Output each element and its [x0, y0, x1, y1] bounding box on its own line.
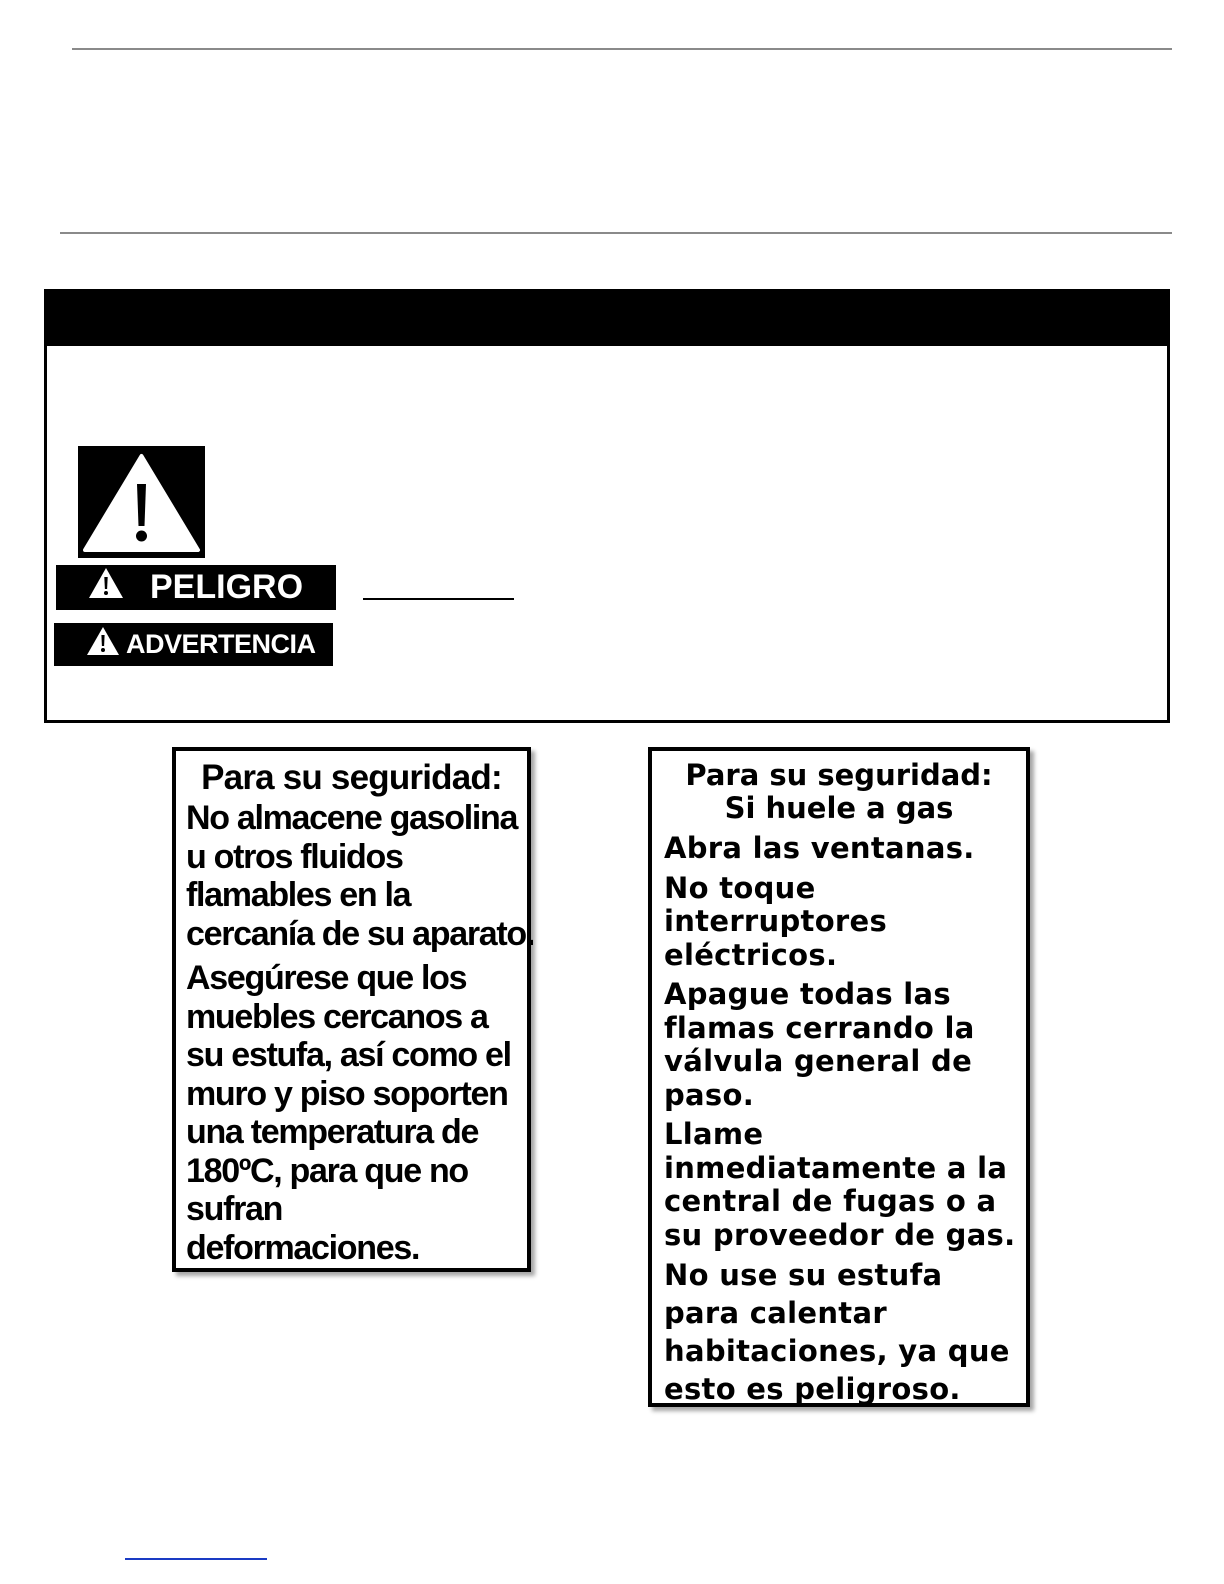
- danger-signal-tag: [56, 565, 336, 610]
- danger-alert-icon: [88, 567, 124, 608]
- warning-signal-word: ADVERTENCIA: [126, 629, 316, 659]
- notice-paragraph: No use su estufa para calentar habitaciones, ya que esto es peligroso.: [664, 1258, 1010, 1406]
- warning-signal-tag: [54, 623, 333, 666]
- notice-paragraph: Apague todas las flamas cerrando la válvula general de paso.: [664, 977, 975, 1112]
- safety-section-header-bar: [44, 289, 1170, 346]
- underline-mark: [363, 598, 514, 600]
- notice-gas-smell: [648, 747, 1030, 1407]
- notice-title: Para su seguridad: Si huele a gas: [685, 758, 993, 825]
- notice-paragraph: Asegúrese que los muebles cercanos a su estufa, así como el muro y piso soporten una temperatura de 180ºC, para que no sufran deformaciones.: [186, 959, 511, 1267]
- notice-paragraph: Llame inmediatamente a la central de fugas o a su proveedor de gas.: [664, 1117, 1016, 1252]
- section-rule: [60, 232, 1172, 234]
- warning-alert-icon: [86, 626, 120, 663]
- footer-link-underline: [125, 1558, 267, 1560]
- safety-alert-triangle-icon: [78, 446, 205, 558]
- notice-paragraph: No almacene gasolina u otros fluidos flamables en la cercanía de su aparato.: [186, 799, 535, 953]
- danger-signal-word: PELIGRO: [150, 568, 304, 606]
- notice-paragraph: No toque interruptores eléctricos.: [664, 870, 888, 972]
- top-rule: [72, 48, 1172, 50]
- notice-flammable-storage: [172, 747, 535, 1272]
- notice-paragraph: Abra las ventanas.: [664, 831, 975, 865]
- notice-title: Para su seguridad:: [201, 758, 502, 797]
